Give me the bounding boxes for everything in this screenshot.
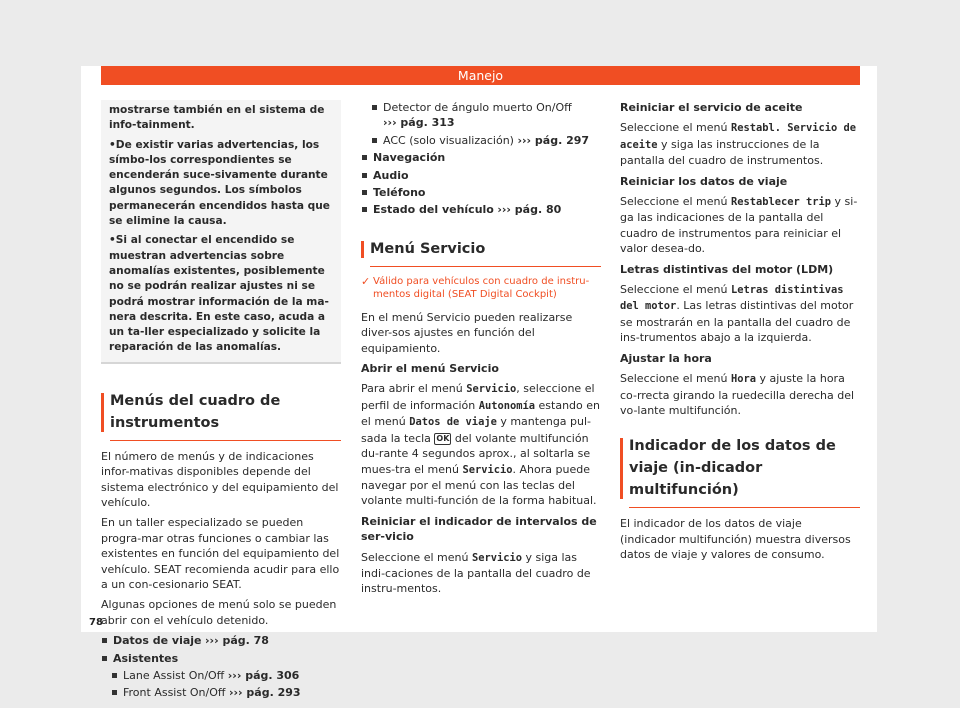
list-item: Asistentes	[101, 651, 341, 666]
page-ref[interactable]: ››› pág. 78	[205, 634, 269, 648]
paragraph: Seleccione el menú Letras distintivas del motor. Las letras distintivas del motor se mostrarán en la pantalla del cuadro de ins-trumentos abajo a la izquierda.	[620, 283, 854, 345]
paragraph: En un taller especializado se pueden progra-mar otras funciones o cambiar las existentes en función del equipamiento del vehículo. SEAT recomienda acudir para ello a un con-cesionario SEAT.	[101, 516, 340, 591]
paragraph: Seleccione el menú Servicio y siga las indi-caciones de la pantalla del cuadro de instru-mentos.	[361, 550, 591, 596]
subheading: Reiniciar los datos de viaje	[620, 174, 788, 188]
list-item: Lane Assist On/Off ››› pág. 306	[101, 668, 341, 683]
list-item: Front Assist On/Off ››› pág. 293	[101, 685, 341, 700]
paragraph: El número de menús y de indicaciones infor-mativas disponibles depende del sistema electrónico y del equipamiento del vehículo.	[101, 449, 339, 509]
list-item: Teléfono	[361, 185, 601, 200]
section-heading: Menús del cuadro de instrumentos	[110, 390, 341, 441]
page-ref[interactable]: ››› pág. 313	[383, 116, 455, 130]
subheading: Ajustar la hora	[620, 351, 712, 365]
paragraph: Para abrir el menú Servicio, seleccione el perfil de información Autonomía estando en el menú Datos de viaje y mantenga pul-sada la tecla OK del volante multifunción du-rante 4 segundos aprox., al soltarla se mues-tra el menú Servicio. Ahora puede navegar por el menú con las teclas del volante multi-función de la forma habitual.	[361, 382, 600, 508]
page-ref[interactable]: ››› pág. 297	[517, 133, 590, 147]
warning-box	[101, 100, 341, 364]
column-middle	[361, 100, 601, 602]
subheading: Reiniciar el servicio de aceite	[620, 101, 803, 114]
page-header: Manejo	[101, 66, 860, 85]
paragraph: El indicador de los datos de viaje (indicador multifunción) muestra diversos datos de viaje y valores de consumo.	[620, 517, 851, 562]
subheading: Letras distintivas del motor (LDM)	[620, 262, 834, 276]
paragraph: En el menú Servicio pueden realizarse diver-sos ajustes en función del equipamiento.	[361, 310, 573, 355]
section-heading: Menú Servicio	[370, 238, 601, 267]
section-heading: Indicador de los datos de viaje (in-dicador multifunción)	[629, 435, 860, 508]
list-item: Detector de ángulo muerto On/Off ››› pág. 313	[361, 100, 601, 131]
page-ref[interactable]: ››› pág. 293	[228, 686, 301, 700]
ok-button-icon: OK	[436, 433, 450, 443]
warning-text: mostrarse también en el sistema de info-tainment.	[109, 104, 325, 132]
section-heading-wrap	[620, 435, 860, 508]
column-right	[620, 100, 860, 568]
list-item: ACC (solo visualización) ››› pág. 297	[361, 133, 601, 148]
list-item: Navegación	[361, 150, 601, 165]
section-heading-wrap	[361, 238, 601, 267]
column-left	[101, 100, 341, 703]
list-item: Estado del vehículo ››› pág. 80	[361, 202, 601, 217]
paragraph: Seleccione el menú Hora y ajuste la hora co-rrecta girando la ruedecilla derecha del vo-lante multifunción.	[620, 372, 855, 417]
list-item: Audio	[361, 168, 601, 183]
section-heading-wrap	[101, 390, 341, 441]
paragraph: Algunas opciones de menú solo se pueden abrir con el vehículo detenido.	[101, 598, 337, 627]
warning-bullet: • Si al conectar el encendido se muestran advertencias sobre anomalías existentes, posiblemente no se podrán realizar ajustes ni se podrá mostrar información de la ma-nera descrita. En este caso, acuda a un ta-ller especializado y solicite la reparación de las anomalías.	[109, 233, 333, 355]
page-ref[interactable]: ››› pág. 80	[497, 203, 562, 217]
menu-list	[361, 100, 601, 218]
page-number: 78	[89, 617, 103, 628]
menu-list	[101, 633, 341, 701]
subheading: Reiniciar el indicador de intervalos de ser-vicio	[361, 514, 597, 544]
list-item: Datos de viaje ››› pág. 78	[101, 633, 341, 648]
validity-note: ✓ Válido para vehículos con cuadro de instru-mentos digital (SEAT Digital Cockpit)	[361, 275, 601, 302]
warning-bullet: • De existir varias advertencias, los símbo-los correspondientes se encenderán suce-sivamente durante algunos segundos. Los símbolos permanecerán encendidos hasta que se elimine la causa.	[109, 138, 333, 230]
paragraph: Seleccione el menú Restabl. Servicio de aceite y siga las instrucciones de la pantalla del cuadro de instrumentos.	[620, 121, 857, 168]
subheading: Abrir el menú Servicio	[361, 362, 499, 376]
paragraph: Seleccione el menú Restablecer trip y si-ga las indicaciones de la pantalla del cuadro de instrumentos para reiniciar el valor desea-do.	[620, 195, 858, 256]
page-ref[interactable]: ››› pág. 306	[227, 669, 300, 683]
